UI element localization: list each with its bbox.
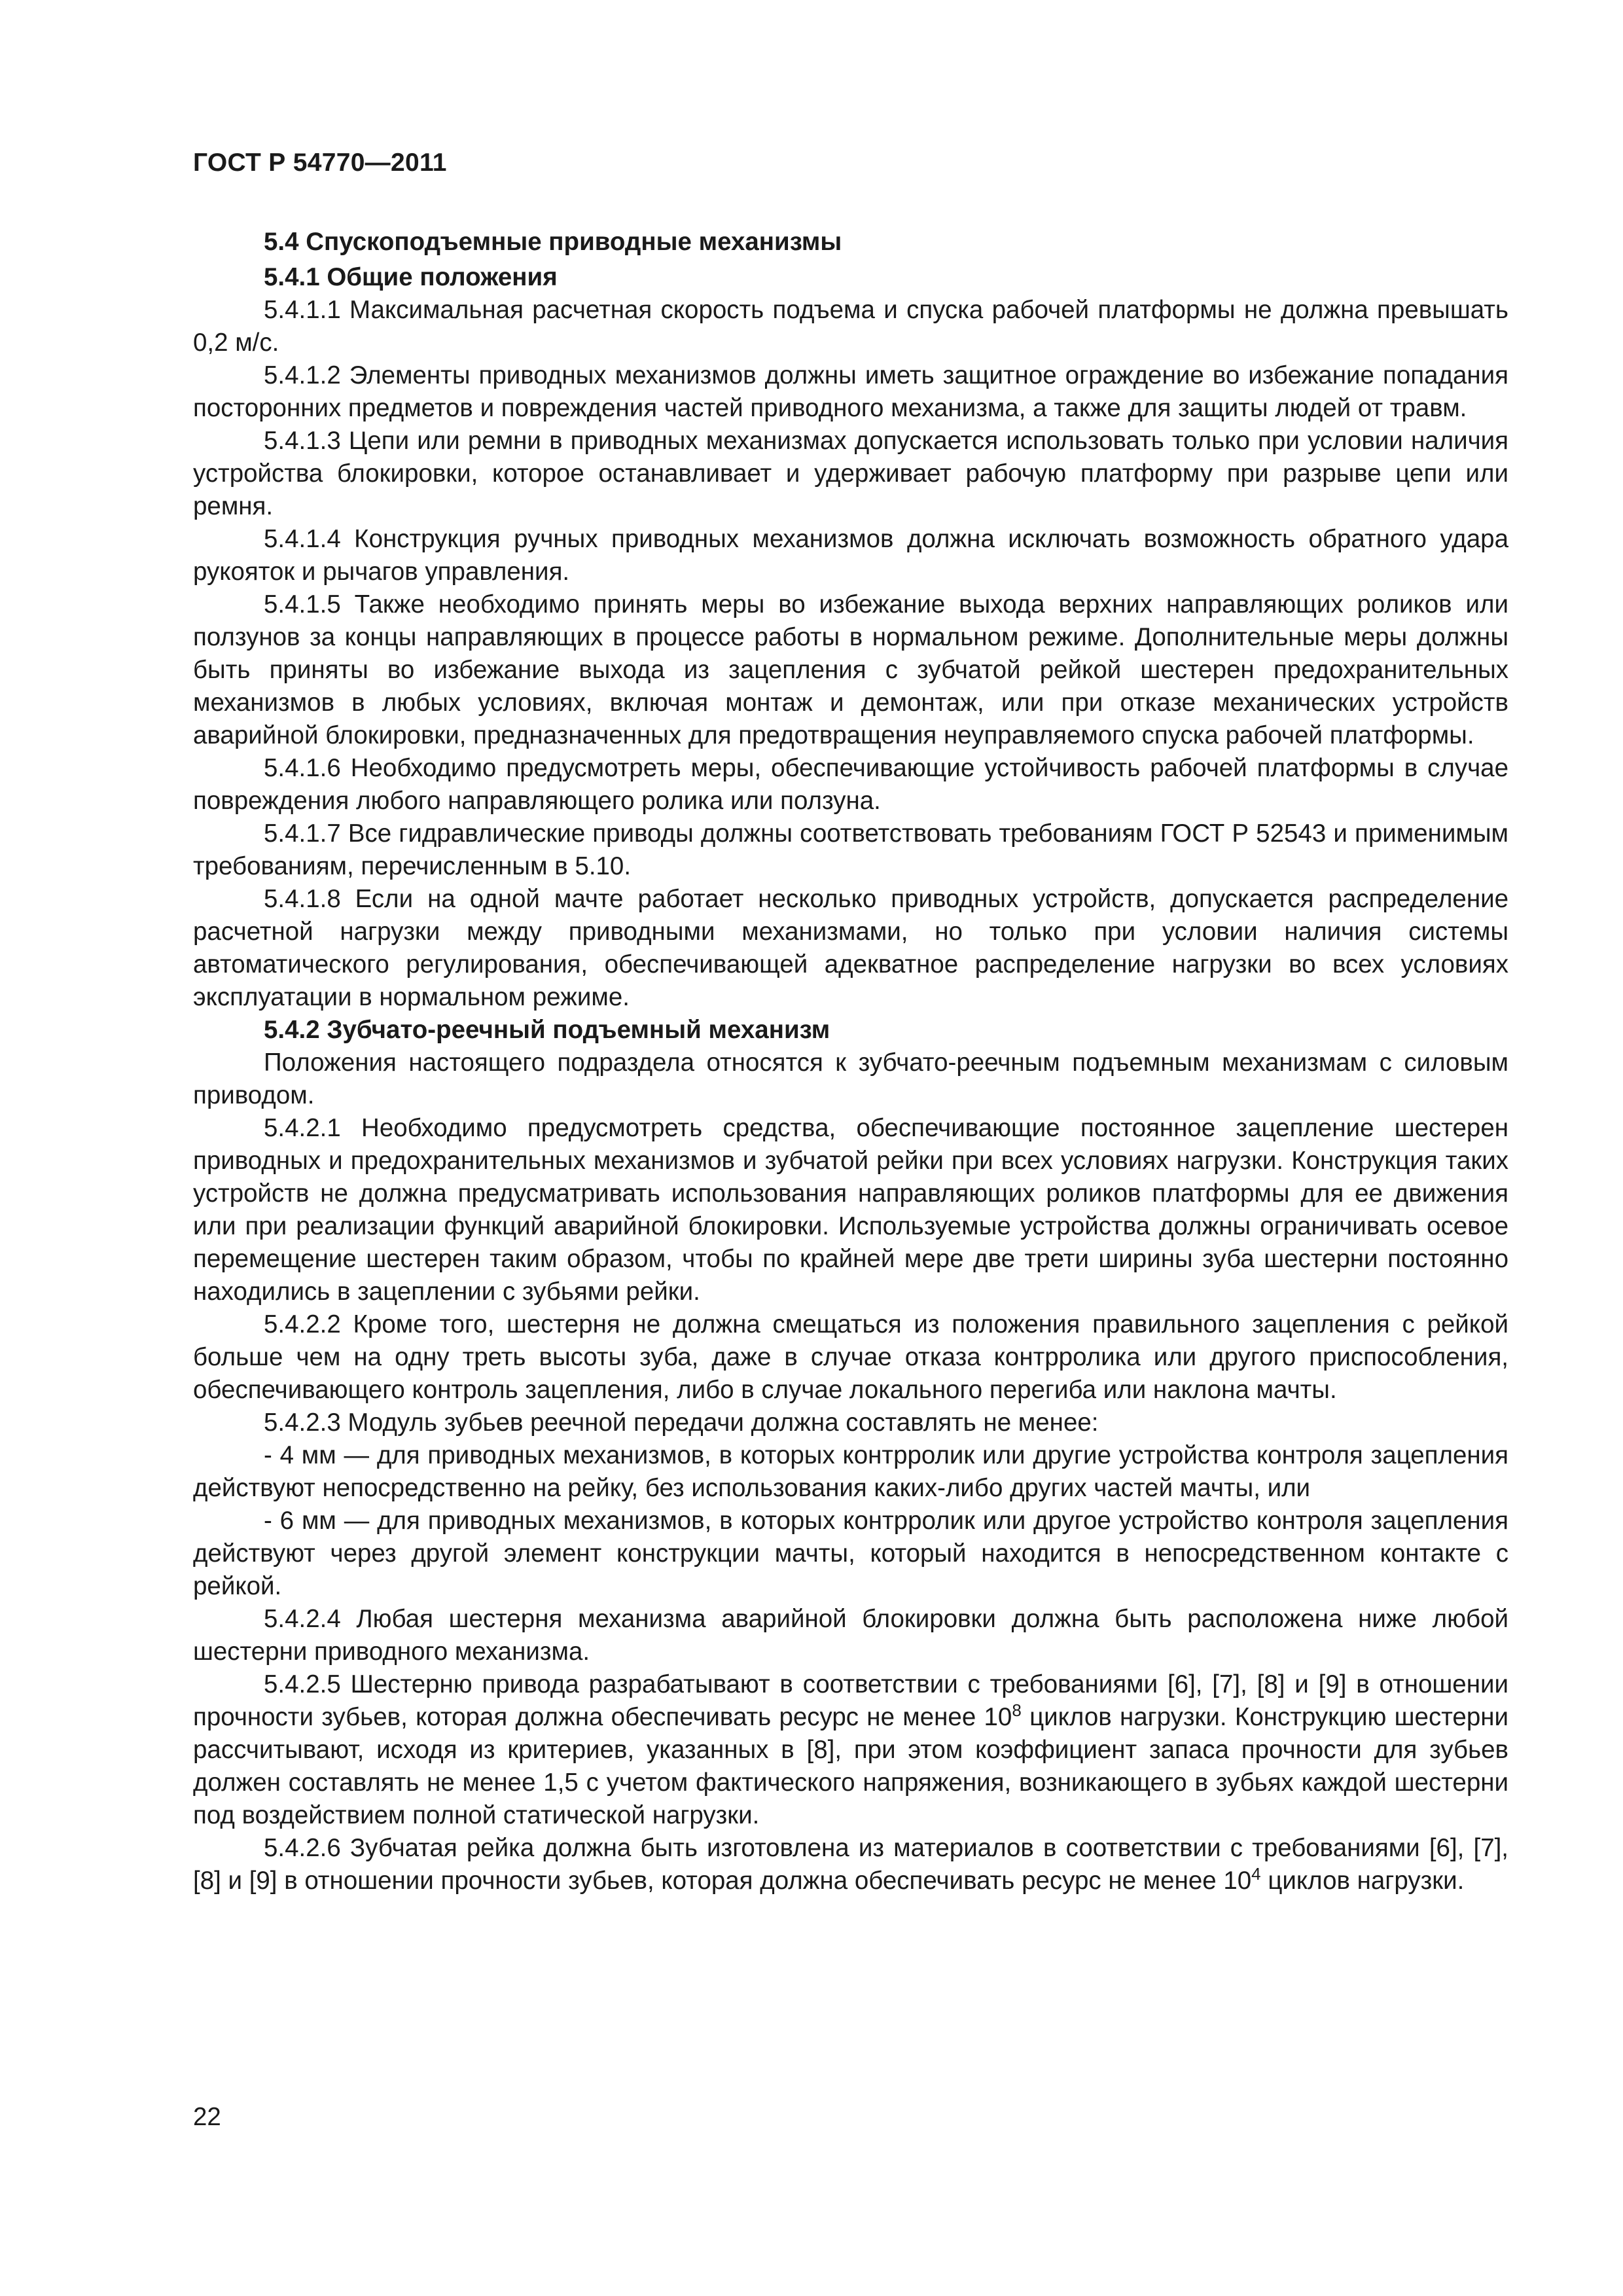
page-number: 22 xyxy=(193,2103,221,2131)
section-title: 5.4 Спускоподъемные приводные механизмы xyxy=(264,228,842,256)
paragraph-5-4-2-6 xyxy=(193,1832,1508,1897)
paragraph-5-4-1-2: 5.4.1.2 Элементы приводных механизмов должны иметь защитное ограждение во избежание попадания посторонних предметов и повреждения частей приводного механизма, а также для защиты людей от травм. xyxy=(193,361,1508,422)
paragraph-5-4-2-5-part-a: 5.4.2.5 Шестерню привода разрабатывают в соответствии с требованиями [6], [7], [8] и [9] в отношении прочности зубьев, которая должна обеспечивать ресурс не менее 10 xyxy=(193,1670,1508,1731)
exponent-superscript: 8 xyxy=(1012,1700,1022,1720)
paragraph-5-4-1-4: 5.4.1.4 Конструкция ручных приводных механизмов должна исключать возможность обратного удара рукояток и рычагов управления. xyxy=(193,525,1508,586)
paragraph-5-4-1-7: 5.4.1.7 Все гидравлические приводы должны соответствовать требованиям ГОСТ Р 52543 и применимым требованиям, перечисленным в 5.10. xyxy=(193,819,1508,880)
paragraph-5-4-2-2: 5.4.2.2 Кроме того, шестерня не должна смещаться из положения правильного зацепления с рейкой больше чем на одну треть высоты зуба, даже в случае отказа контрролика или другого приспособления, обеспечивающего контроль зацепления, либо в случае локального перегиба или наклона мачты. xyxy=(193,1310,1508,1404)
paragraph-5-4-2-4: 5.4.2.4 Любая шестерня механизма аварийной блокировки должна быть расположена ниже любой шестерни приводного механизма. xyxy=(193,1605,1508,1666)
paragraph-5-4-1-5: 5.4.1.5 Также необходимо принять меры во избежание выхода верхних направляющих роликов или ползунов за концы направляющих в процессе работы в нормальном режиме. Дополнительные меры должны быть приняты во избежание выхода из зацепления с зубчатой рейкой шестерен предохранительных механизмов в любых условиях, включая монтаж и демонтаж, или при отказе механических устройств аварийной блокировки, предназначенных для предотвращения неуправляемого спуска рабочей платформы. xyxy=(193,590,1508,749)
paragraph-5-4-2-intro: Положения настоящего подраздела относятся к зубчато-реечным подъемным механизмам с силовым приводом. xyxy=(193,1049,1508,1109)
document-header: ГОСТ Р 54770—2011 xyxy=(193,149,447,177)
paragraph-5-4-1-1: 5.4.1.1 Максимальная расчетная скорость подъема и спуска рабочей платформы не должна превышать 0,2 м/с. xyxy=(193,296,1508,357)
paragraph-5-4-2-6-part-a: 5.4.2.6 Зубчатая рейка должна быть изготовлена из материалов в соответствии с требованиями [6], [7], [8] и [9] в отношении прочности зубьев, которая должна обеспечивать ресурс не менее 10 xyxy=(193,1834,1508,1895)
list-item-5-4-2-3-b: - 6 мм — для приводных механизмов, в которых контрролик или другое устройство контроля зацепления действуют через другой элемент конструкции мачты, который находится в непосредственном контакте с рейкой. xyxy=(193,1507,1508,1600)
subsection-title-5-4-2: 5.4.2 Зубчато-реечный подъемный механизм xyxy=(264,1016,830,1044)
document-body xyxy=(193,226,1508,1897)
paragraph-5-4-2-1: 5.4.2.1 Необходимо предусмотреть средства, обеспечивающие постоянное зацепление шестерен приводных и предохранительных механизмов и зубчатой рейки при всех условиях нагрузки. Конструкция таких устройств не должна предусматривать использования направляющих роликов платформы для ее движения или при реализации функций аварийной блокировки. Используемые устройства должны ограничивать осевое перемещение шестерен таким образом, чтобы по крайней мере две трети ширины зуба шестерни постоянно находились в зацеплении с зубьями рейки. xyxy=(193,1114,1508,1306)
paragraph-5-4-1-6: 5.4.1.6 Необходимо предусмотреть меры, обеспечивающие устойчивость рабочей платформы в случае повреждения любого направляющего ролика или ползуна. xyxy=(193,754,1508,815)
paragraph-5-4-2-6-part-b: циклов нагрузки. xyxy=(1260,1867,1465,1895)
paragraph-5-4-1-8: 5.4.1.8 Если на одной мачте работает несколько приводных устройств, допускается распределение расчетной нагрузки между приводными механизмами, но только при условии наличия системы автоматического регулирования, обеспечивающей адекватное распределение нагрузки во всех условиях эксплуатации в нормальном режиме. xyxy=(193,885,1508,1011)
subsection-title-5-4-1: 5.4.1 Общие положения xyxy=(264,263,558,291)
paragraph-5-4-1-3: 5.4.1.3 Цепи или ремни в приводных механизмах допускается использовать только при условии наличия устройства блокировки, которое останавливает и удерживает рабочую платформу при разрыве цепи или ремня. xyxy=(193,427,1508,520)
list-item-5-4-2-3-a: - 4 мм — для приводных механизмов, в которых контрролик или другие устройства контроля зацепления действуют непосредственно на рейку, без использования каких-либо других частей мачты, или xyxy=(193,1441,1508,1502)
paragraph-5-4-2-3: 5.4.2.3 Модуль зубьев реечной передачи должна составлять не менее: xyxy=(264,1408,1099,1437)
paragraph-5-4-2-5 xyxy=(193,1668,1508,1832)
exponent-superscript: 4 xyxy=(1251,1864,1261,1884)
paragraph-5-4-2-5-part-b: циклов нагрузки. Конструкцию шестерни рассчитывают, исходя из критериев, указанных в [8], при этом коэффициент запаса прочности для зубьев должен составлять не менее 1,5 с учетом фактического напряжения, возникающего в зубьях каждой шестерни под воздействием полной статической нагрузки. xyxy=(193,1703,1508,1829)
